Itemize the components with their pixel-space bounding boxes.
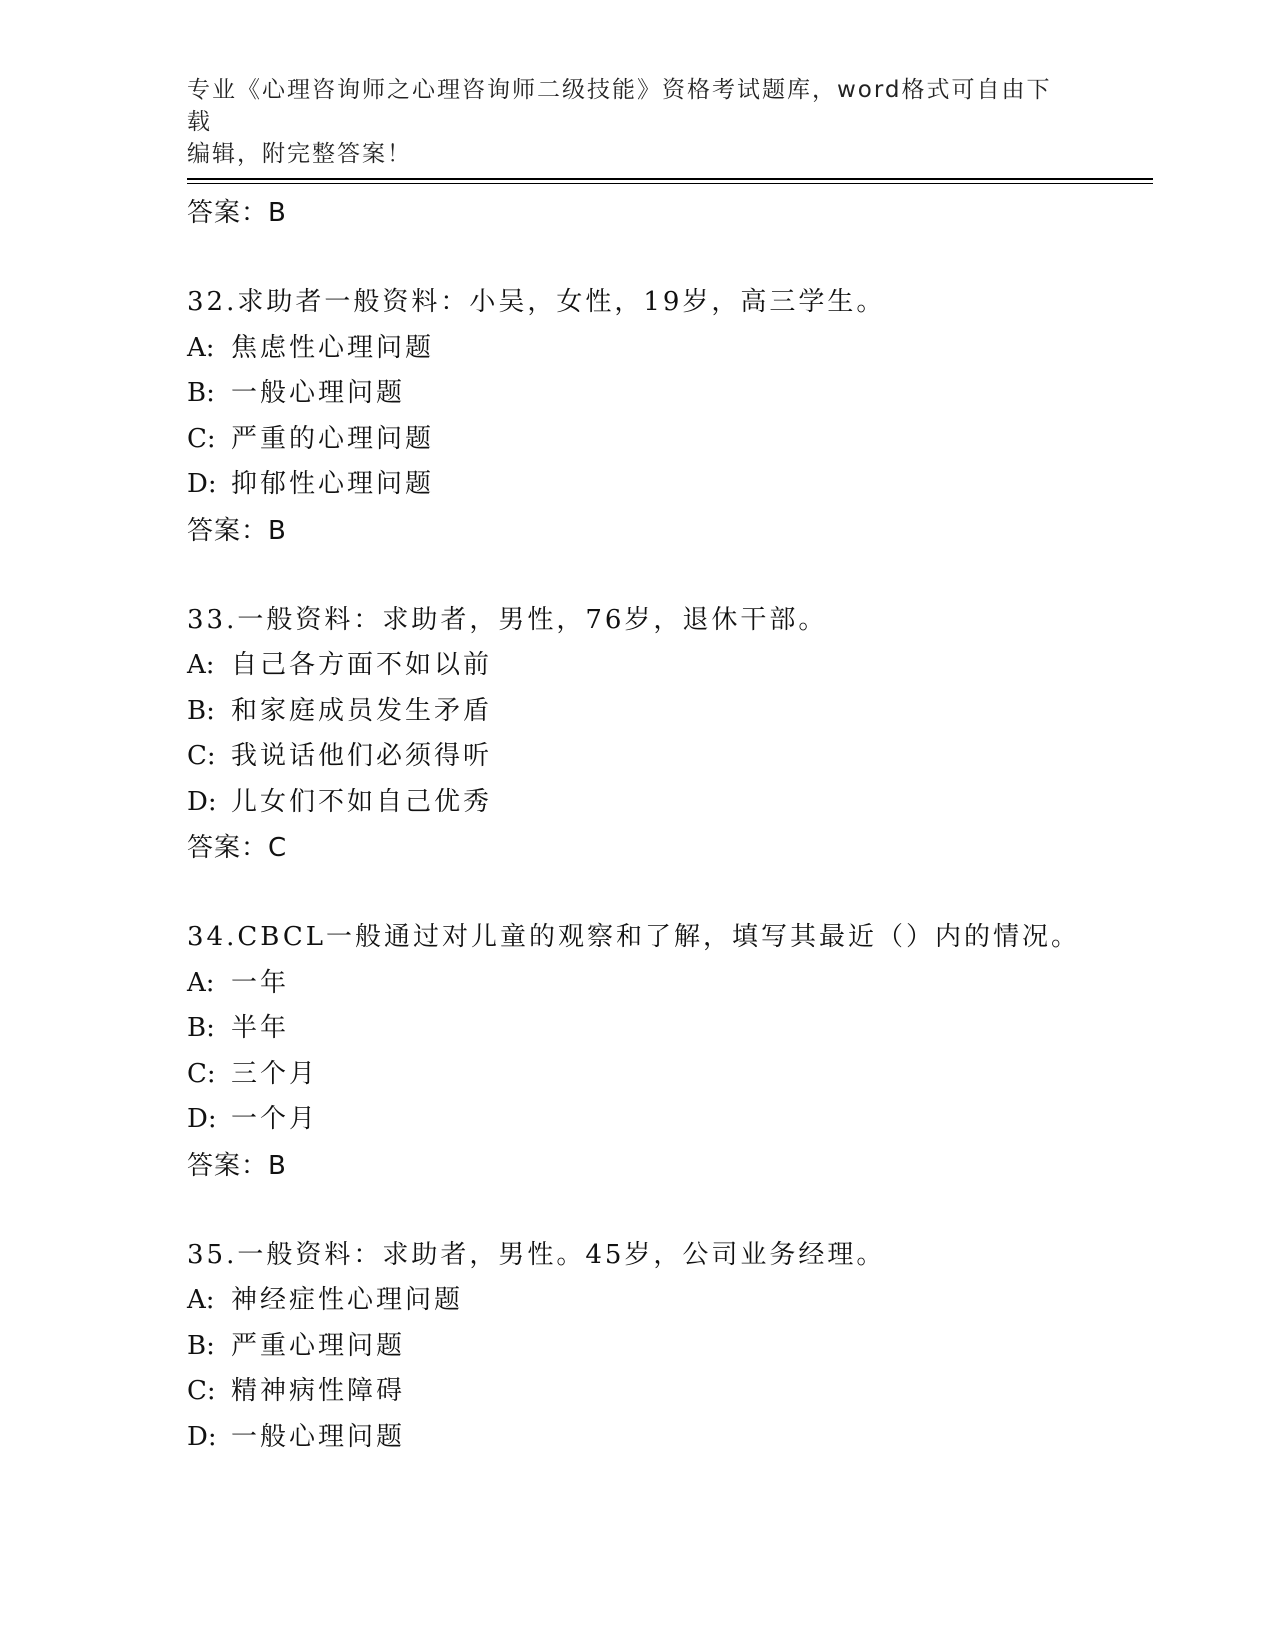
document-header [187,74,1067,170]
option-a [187,961,1153,1007]
header-line-2: 编辑，附完整答案！ [187,141,412,167]
header-rule-thick [187,178,1153,180]
option-c [187,1369,1153,1415]
option-letter: B: [187,695,215,726]
option-letter: C: [187,1058,216,1089]
option-letter: B: [187,1330,215,1361]
option-text: 儿女们不如自己优秀 [231,786,493,817]
option-c [187,1052,1153,1098]
question-text: 32.求助者一般资料：小吴，女性，19岁，高三学生。 [187,287,886,317]
option-text: 自己各方面不如以前 [231,650,493,680]
option-a [187,1278,1153,1324]
option-d [187,1415,1153,1461]
header-rule-thin [187,183,1153,184]
question-text: 35.一般资料：求助者，男性。45岁，公司业务经理。 [187,1239,886,1270]
option-b [187,1324,1153,1370]
option-text: 我说话他们必须得听 [231,741,493,771]
option-text: 和家庭成员发生矛盾 [231,695,493,726]
question-text: 33.一般资料：求助者，男性，76岁，退休干部。 [187,604,828,635]
option-b [187,689,1153,735]
option-text: 半年 [231,1013,290,1043]
answer-line: 答案：B [187,1150,287,1181]
option-c [187,734,1153,780]
question-32 [187,280,1153,554]
option-a [187,326,1153,372]
answer-line: 答案：B [187,198,287,228]
option-text: 精神病性障碍 [231,1376,406,1406]
option-letter: C: [187,423,216,454]
option-letter: A: [187,967,215,998]
option-text: 一个月 [231,1104,319,1134]
question-34 [187,915,1153,1189]
option-letter: B: [187,1013,215,1043]
option-a [187,643,1153,689]
option-text: 抑郁性心理问题 [231,469,435,499]
question-list [187,190,1153,1504]
option-c [187,417,1153,463]
option-letter: C: [187,741,216,771]
option-b [187,1006,1153,1052]
option-letter: D: [187,1421,217,1452]
option-letter: D: [187,469,217,499]
option-d [187,1097,1153,1143]
option-letter: C: [187,1376,216,1406]
option-d [187,462,1153,508]
option-text: 焦虑性心理问题 [231,332,435,363]
option-letter: A: [187,650,215,680]
option-text: 严重的心理问题 [231,423,435,454]
option-text: 严重心理问题 [231,1330,406,1361]
option-b [187,371,1153,417]
option-d [187,780,1153,826]
header-line-1: 专业《心理咨询师之心理咨询师二级技能》资格考试题库，word格式可自由下载 [187,77,1052,135]
option-letter: B: [187,378,215,408]
answer-line: 答案：C [187,833,288,863]
option-letter: D: [187,1104,217,1134]
option-text: 神经症性心理问题 [231,1285,464,1315]
option-text: 三个月 [231,1058,319,1089]
question-35 [187,1233,1153,1461]
option-letter: A: [187,1285,215,1315]
option-text: 一般心理问题 [231,1421,406,1452]
option-letter: D: [187,786,217,817]
option-text: 一般心理问题 [231,378,406,408]
question-text: 34.CBCL一般通过对儿童的观察和了解，填写其最近（）内的情况。 [187,922,1080,952]
answer-line: 答案：B [187,515,287,546]
option-text: 一年 [231,967,290,998]
option-letter: A: [187,332,215,363]
question-33 [187,598,1153,872]
